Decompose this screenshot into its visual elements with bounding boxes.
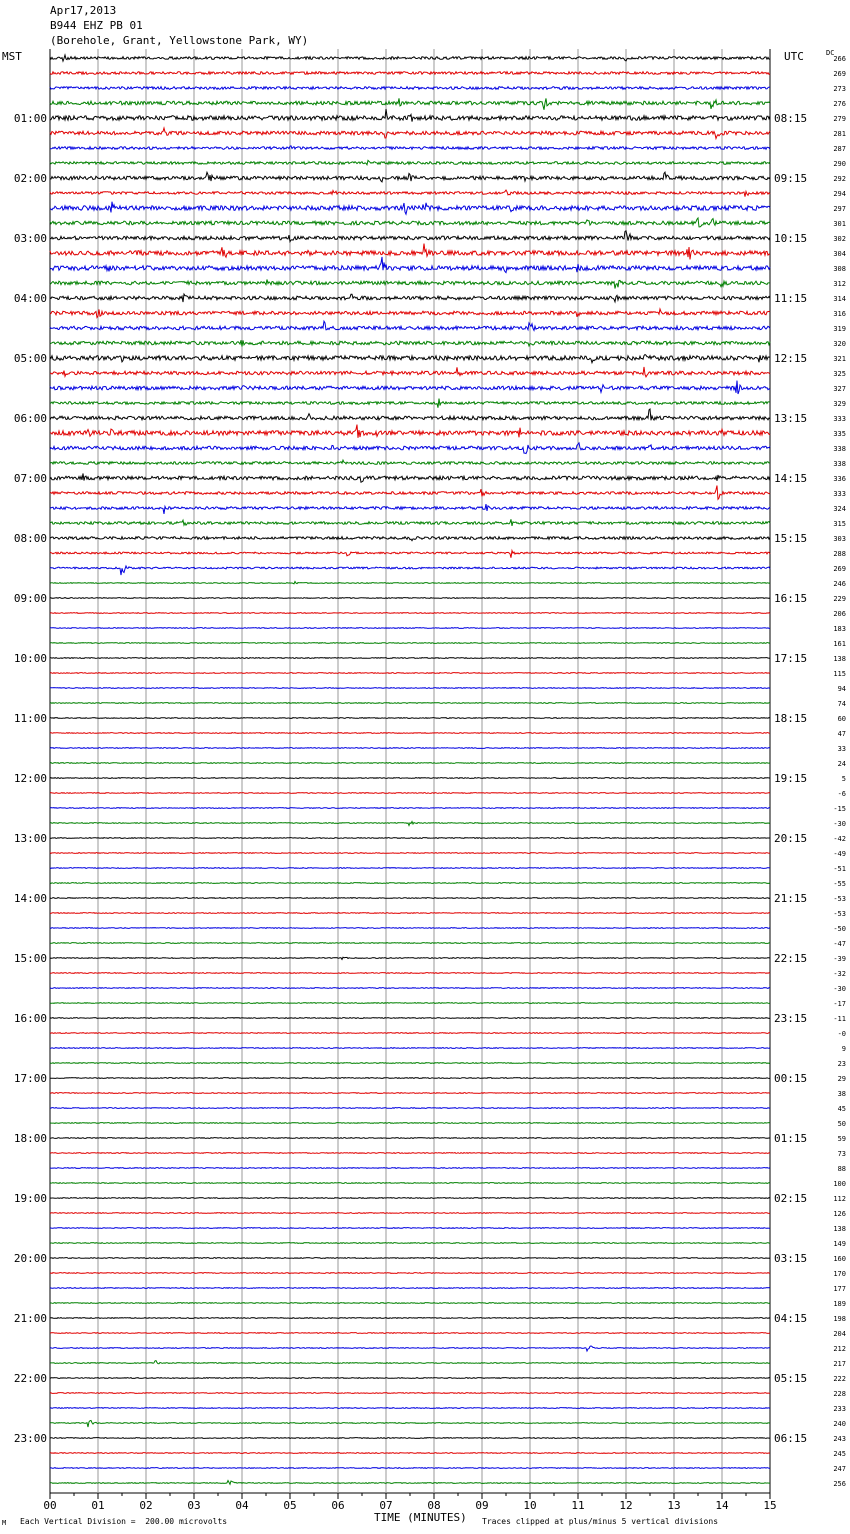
x-axis-title: TIME (MINUTES) [374, 1511, 467, 1524]
utc-hour-label: 10:15 [774, 232, 808, 245]
dc-offset-label: 217 [833, 1360, 846, 1368]
seismic-trace [50, 658, 770, 659]
dc-offset-label: -30 [833, 985, 846, 993]
seismic-trace [50, 202, 770, 215]
seismic-trace [50, 460, 770, 464]
seismic-trace [50, 1361, 770, 1364]
dc-offset-label: 138 [833, 1225, 846, 1233]
utc-hour-label: 19:15 [774, 772, 808, 785]
x-tick-label: 14 [715, 1499, 729, 1512]
dc-offset-label: 319 [833, 325, 846, 333]
dc-offset-label: 170 [833, 1270, 846, 1278]
utc-hour-label: 08:15 [774, 112, 808, 125]
dc-offset-label: 338 [833, 460, 846, 468]
dc-offset-label: 269 [833, 70, 846, 78]
x-tick-label: 01 [91, 1499, 105, 1512]
dc-offset-label: 240 [833, 1420, 846, 1428]
seismic-trace [50, 1108, 770, 1109]
dc-offset-label: 336 [833, 475, 846, 483]
mst-hour-label: 03:00 [13, 232, 47, 245]
seismic-trace [50, 1468, 770, 1469]
mst-hour-label: 11:00 [13, 712, 47, 725]
seismic-trace [50, 1168, 770, 1169]
utc-hour-label: 02:15 [774, 1192, 808, 1205]
x-tick-label: 13 [667, 1499, 681, 1512]
dc-offset-label: 243 [833, 1435, 846, 1443]
seismic-trace [50, 838, 770, 839]
dc-offset-label: -17 [833, 1000, 846, 1008]
seismic-trace [50, 1258, 770, 1259]
seismic-trace [50, 257, 770, 273]
date-label: Apr17,2013 [50, 4, 117, 17]
x-tick-label: 09 [475, 1499, 489, 1512]
dc-offset-label: 320 [833, 340, 846, 348]
dc-offset-label: 100 [833, 1180, 846, 1188]
utc-hour-label: 14:15 [774, 472, 808, 485]
seismic-trace [50, 1003, 770, 1004]
seismic-trace [50, 643, 770, 644]
utc-hour-label: 11:15 [774, 292, 808, 305]
dc-offset-label: 112 [833, 1195, 846, 1203]
seismic-trace [50, 973, 770, 974]
dc-offset-label: 29 [837, 1075, 846, 1083]
seismic-trace [50, 399, 770, 408]
seismic-trace [50, 733, 770, 734]
dc-offset-label: 308 [833, 265, 846, 273]
mst-hour-label: 19:00 [13, 1192, 47, 1205]
seismic-trace [50, 793, 770, 794]
seismic-trace [50, 688, 770, 689]
seismic-trace [50, 294, 770, 302]
seismic-trace [50, 628, 770, 629]
seismic-trace [50, 1078, 770, 1079]
seismic-trace [50, 1346, 770, 1351]
dc-offset-label: 73 [837, 1150, 846, 1158]
dc-offset-label: 324 [833, 505, 846, 513]
dc-offset-label: 266 [833, 55, 846, 63]
dc-offset-label: 198 [833, 1315, 846, 1323]
mst-hour-label: 04:00 [13, 292, 47, 305]
dc-offset-label: 229 [833, 595, 846, 603]
mst-hour-label: 15:00 [13, 952, 47, 965]
dc-offset-label: 314 [833, 295, 846, 303]
x-tick-label: 12 [619, 1499, 633, 1512]
dc-offset-label: 23 [837, 1060, 846, 1068]
dc-offset-label: 246 [833, 580, 846, 588]
seismic-trace [50, 474, 770, 483]
dc-offset-label: 88 [837, 1165, 846, 1173]
seismic-trace [50, 443, 770, 454]
dc-offset-label: -50 [833, 925, 846, 933]
seismic-trace [50, 280, 770, 289]
utc-hour-label: 05:15 [774, 1372, 808, 1385]
division-note: Each Vertical Division = 200.00 microvolts [20, 1517, 228, 1526]
mst-hour-label: 14:00 [13, 892, 47, 905]
seismic-trace [50, 1048, 770, 1049]
utc-hour-label: 17:15 [774, 652, 808, 665]
seismic-trace [50, 231, 770, 242]
seismic-trace [50, 763, 770, 764]
seismic-trace [50, 748, 770, 749]
dc-offset-label: -53 [833, 895, 846, 903]
dc-offset-label: 269 [833, 565, 846, 573]
utc-hour-label: 00:15 [774, 1072, 808, 1085]
seismic-trace [50, 957, 770, 959]
x-tick-label: 05 [283, 1499, 297, 1512]
mst-hour-label: 06:00 [13, 412, 47, 425]
seismic-trace [50, 943, 770, 944]
station-label: B944 EHZ PB 01 [50, 19, 143, 32]
dc-offset-label: 189 [833, 1300, 846, 1308]
seismic-trace [50, 1093, 770, 1094]
dc-offset-label: 47 [837, 730, 846, 738]
dc-offset-label: 204 [833, 1330, 846, 1338]
seismic-trace [50, 718, 770, 719]
dc-offset-label: -30 [833, 820, 846, 828]
utc-hour-label: 20:15 [774, 832, 808, 845]
dc-offset-label: 281 [833, 130, 846, 138]
mst-hour-label: 20:00 [13, 1252, 47, 1265]
seismic-trace [50, 1138, 770, 1139]
dc-offset-label: 327 [833, 385, 846, 393]
dc-offset-label: 50 [837, 1120, 846, 1128]
dc-offset-label: 329 [833, 400, 846, 408]
dc-offset-label: 304 [833, 250, 846, 258]
mst-hour-label: 08:00 [13, 532, 47, 545]
mst-hour-label: 10:00 [13, 652, 47, 665]
seismic-trace [50, 988, 770, 989]
dc-offset-label: 222 [833, 1375, 846, 1383]
dc-offset-label: 312 [833, 280, 846, 288]
utc-hour-label: 01:15 [774, 1132, 808, 1145]
mst-hour-label: 22:00 [13, 1372, 47, 1385]
dc-offset-label: 212 [833, 1345, 846, 1353]
dc-offset-label: -47 [833, 940, 846, 948]
x-tick-label: 07 [379, 1499, 393, 1512]
dc-offset-label: 183 [833, 625, 846, 633]
dc-offset-label: 160 [833, 1255, 846, 1263]
seismic-trace [50, 822, 770, 826]
seismic-trace [50, 703, 770, 704]
mst-hour-label: 01:00 [13, 112, 47, 125]
dc-offset-label: 325 [833, 370, 846, 378]
location-label: (Borehole, Grant, Yellowstone Park, WY) [50, 34, 309, 47]
seismic-trace [50, 913, 770, 914]
seismic-trace [50, 1183, 770, 1184]
dc-offset-label: 177 [833, 1285, 846, 1293]
dc-offset-label: 60 [837, 715, 846, 723]
seismic-trace [50, 1408, 770, 1409]
utc-hour-label: 15:15 [774, 532, 808, 545]
utc-hour-label: 21:15 [774, 892, 808, 905]
seismic-trace [50, 598, 770, 599]
seismic-trace [50, 898, 770, 899]
utc-hour-label: 16:15 [774, 592, 808, 605]
seismic-trace [50, 109, 770, 122]
dc-offset-label: -42 [833, 835, 846, 843]
seismic-trace [50, 1421, 770, 1428]
dc-offset-label: 279 [833, 115, 846, 123]
mst-hour-label: 18:00 [13, 1132, 47, 1145]
mst-hour-label: 07:00 [13, 472, 47, 485]
dc-offset-label: -53 [833, 910, 846, 918]
seismic-trace [50, 72, 770, 75]
dc-offset-label: 333 [833, 415, 846, 423]
dc-offset-label: -6 [837, 790, 846, 798]
seismic-trace [50, 1273, 770, 1274]
dc-offset-label: 233 [833, 1405, 846, 1413]
dc-offset-label: 161 [833, 640, 846, 648]
seismic-trace [50, 1303, 770, 1304]
clip-note: Traces clipped at plus/minus 5 vertical divisions [482, 1517, 719, 1526]
seismic-trace [50, 1453, 770, 1454]
scale-marker: M [2, 1519, 7, 1527]
seismic-trace [50, 613, 770, 614]
seismic-trace [50, 1333, 770, 1334]
dc-offset-label: 126 [833, 1210, 846, 1218]
seismic-trace [50, 1318, 770, 1319]
seismic-trace [50, 519, 770, 526]
dc-offset-label: 301 [833, 220, 846, 228]
seismic-trace [50, 1213, 770, 1214]
dc-offset-label: -55 [833, 880, 846, 888]
dc-offset-label: 74 [837, 700, 846, 708]
x-tick-label: 00 [43, 1499, 57, 1512]
seismic-trace [50, 55, 770, 61]
seismic-trace [50, 504, 770, 514]
seismic-trace [50, 340, 770, 346]
seismic-trace [50, 1228, 770, 1229]
seismic-trace [50, 98, 770, 110]
dc-offset-label: 9 [841, 1045, 846, 1053]
dc-offset-label: 115 [833, 670, 846, 678]
utc-hour-label: 03:15 [774, 1252, 808, 1265]
dc-offset-label: -0 [837, 1030, 846, 1038]
seismic-trace [50, 1378, 770, 1379]
dc-offset-label: 138 [833, 655, 846, 663]
dc-offset-label: 294 [833, 190, 846, 198]
dc-offset-label: 5 [841, 775, 846, 783]
dc-offset-label: 287 [833, 145, 846, 153]
x-tick-label: 04 [235, 1499, 249, 1512]
seismic-trace [50, 321, 770, 330]
dc-offset-label: 24 [837, 760, 846, 768]
utc-axis-label: UTC [784, 50, 804, 63]
dc-offset-label: 149 [833, 1240, 846, 1248]
seismic-trace [50, 566, 770, 575]
seismic-trace [50, 778, 770, 779]
utc-hour-label: 13:15 [774, 412, 808, 425]
dc-offset-label: -39 [833, 955, 846, 963]
utc-hour-label: 18:15 [774, 712, 808, 725]
seismic-trace [50, 1481, 770, 1485]
seismic-trace [50, 1123, 770, 1124]
dc-offset-label: 316 [833, 310, 846, 318]
dc-offset-label: 303 [833, 535, 846, 543]
dc-offset-label: 321 [833, 355, 846, 363]
dc-offset-label: 59 [837, 1135, 846, 1143]
utc-hour-label: 22:15 [774, 952, 808, 965]
x-tick-label: 08 [427, 1499, 441, 1512]
seismic-trace [50, 808, 770, 809]
dc-offset-label: 228 [833, 1390, 846, 1398]
seismic-trace [50, 87, 770, 90]
utc-hour-label: 23:15 [774, 1012, 808, 1025]
mst-hour-label: 16:00 [13, 1012, 47, 1025]
mst-hour-label: 21:00 [13, 1312, 47, 1325]
dc-offset-label: 302 [833, 235, 846, 243]
seismic-trace [50, 582, 770, 584]
x-tick-label: 02 [139, 1499, 153, 1512]
seismic-trace [50, 1243, 770, 1244]
dc-offset-label: 245 [833, 1450, 846, 1458]
dc-offset-label: 288 [833, 550, 846, 558]
utc-hour-label: 09:15 [774, 172, 808, 185]
seismic-trace [50, 1063, 770, 1064]
utc-hour-label: 12:15 [774, 352, 808, 365]
dc-offset-label: 297 [833, 205, 846, 213]
seismic-trace [50, 673, 770, 674]
dc-offset-label: -11 [833, 1015, 846, 1023]
x-tick-label: 03 [187, 1499, 201, 1512]
dc-offset-label: -49 [833, 850, 846, 858]
mst-hour-label: 12:00 [13, 772, 47, 785]
utc-hour-label: 06:15 [774, 1432, 808, 1445]
seismic-trace [50, 883, 770, 884]
dc-offset-label: 206 [833, 610, 846, 618]
dc-offset-label: 290 [833, 160, 846, 168]
dc-offset-label: 335 [833, 430, 846, 438]
dc-offset-label: 276 [833, 100, 846, 108]
mst-axis-label: MST [2, 50, 22, 63]
dc-offset-label: 94 [837, 685, 846, 693]
seismic-trace [50, 425, 770, 438]
mst-hour-label: 09:00 [13, 592, 47, 605]
seismic-trace [50, 868, 770, 869]
dc-offset-label: 333 [833, 490, 846, 498]
dc-offset-label: 33 [837, 745, 846, 753]
seismic-trace [50, 1288, 770, 1289]
dc-offset-label: 292 [833, 175, 846, 183]
x-tick-label: 06 [331, 1499, 345, 1512]
seismic-trace [50, 1438, 770, 1439]
seismic-trace [50, 537, 770, 541]
seismic-trace [50, 486, 770, 500]
seismic-trace [50, 190, 770, 197]
seismic-trace [50, 172, 770, 182]
dc-offset-label: 45 [837, 1105, 846, 1113]
seismic-trace [50, 1393, 770, 1394]
dc-offset-label: 38 [837, 1090, 846, 1098]
dc-offset-label: 256 [833, 1480, 846, 1488]
seismic-trace [50, 1018, 770, 1019]
mst-hour-label: 02:00 [13, 172, 47, 185]
seismic-trace [50, 218, 770, 227]
seismic-trace [50, 853, 770, 854]
seismic-trace [50, 1033, 770, 1034]
dc-offset-label: 247 [833, 1465, 846, 1473]
seismic-trace [50, 244, 770, 260]
dc-offset-label: 338 [833, 445, 846, 453]
x-tick-label: 15 [763, 1499, 777, 1512]
seismic-trace [50, 128, 770, 139]
utc-hour-label: 04:15 [774, 1312, 808, 1325]
seismic-trace [50, 146, 770, 149]
seismic-trace [50, 381, 770, 394]
mst-hour-label: 13:00 [13, 832, 47, 845]
dc-offset-label: 315 [833, 520, 846, 528]
dc-label: DC [826, 49, 835, 57]
seismic-trace [50, 355, 770, 363]
seismic-trace [50, 309, 770, 318]
seismic-trace [50, 409, 770, 420]
dc-offset-label: -15 [833, 805, 846, 813]
seismic-trace [50, 160, 770, 164]
x-tick-label: 11 [571, 1499, 585, 1512]
mst-hour-label: 17:00 [13, 1072, 47, 1085]
mst-hour-label: 23:00 [13, 1432, 47, 1445]
dc-offset-label: 273 [833, 85, 846, 93]
seismic-trace [50, 367, 770, 377]
dc-offset-label: -32 [833, 970, 846, 978]
mst-hour-label: 05:00 [13, 352, 47, 365]
seismic-trace [50, 551, 770, 558]
seismic-trace [50, 1153, 770, 1154]
dc-offset-label: -51 [833, 865, 846, 873]
seismic-trace [50, 1198, 770, 1199]
x-tick-label: 10 [523, 1499, 537, 1512]
seismic-trace [50, 928, 770, 929]
